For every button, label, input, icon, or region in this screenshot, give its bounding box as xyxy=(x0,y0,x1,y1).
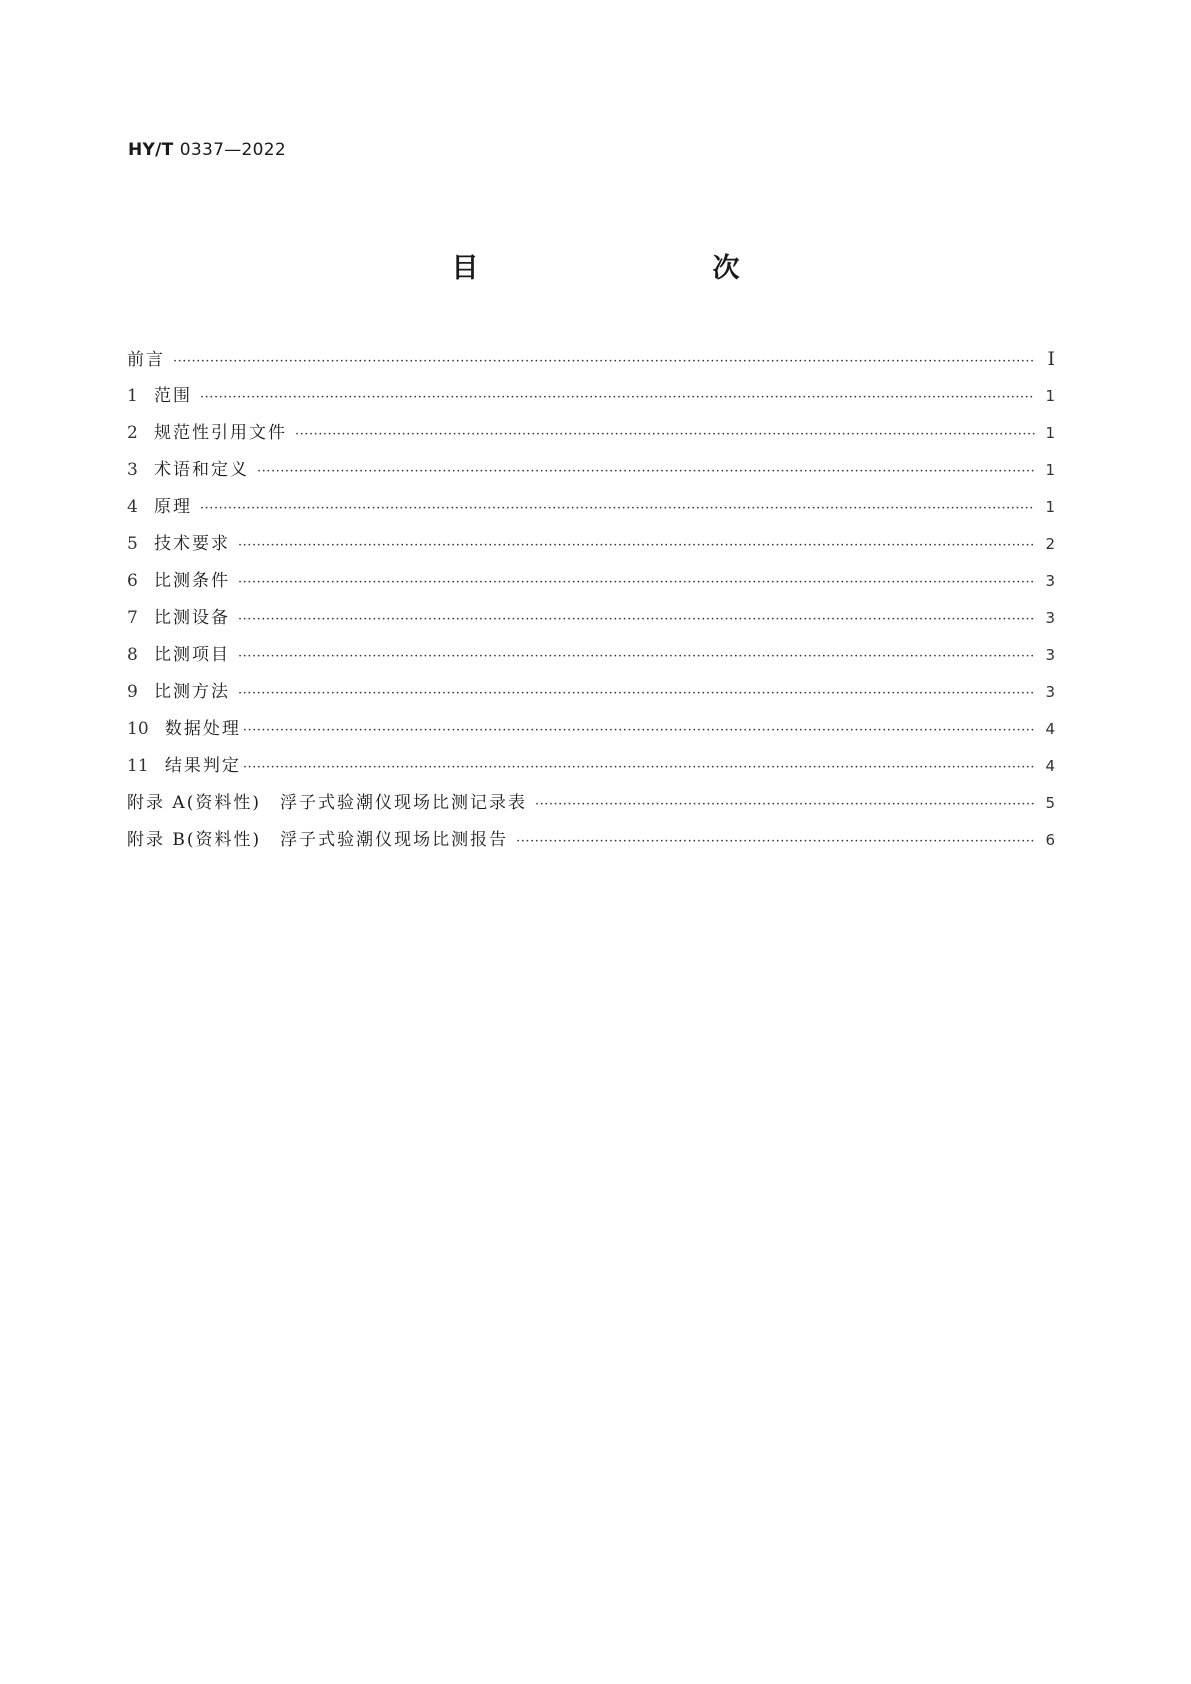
toc-item-page: 1 xyxy=(1045,498,1055,516)
toc-item-number: 3 xyxy=(127,460,138,480)
standard-prefix: HY/T xyxy=(128,140,174,160)
toc-item-page: 2 xyxy=(1045,535,1055,553)
toc-item-number: 8 xyxy=(127,645,138,665)
toc-item-foreword[interactable] xyxy=(127,341,1055,378)
toc-item-number: 附录 A xyxy=(127,793,187,813)
toc-item-normative-references[interactable] xyxy=(127,415,1055,452)
toc-item-label: 范围 xyxy=(154,386,193,406)
toc-item-label: 比测方法 xyxy=(154,682,231,702)
toc-item-comparison-methods[interactable] xyxy=(127,674,1055,711)
toc-item-scope[interactable] xyxy=(127,378,1055,415)
toc-item-page: 4 xyxy=(1045,757,1055,775)
toc-item-result-judgment[interactable] xyxy=(127,748,1055,785)
toc-item-label: 原理 xyxy=(154,497,193,517)
toc-leader-dots xyxy=(238,675,1035,712)
toc-item-page: 3 xyxy=(1045,646,1055,664)
toc-item-label: 结果判定 xyxy=(164,756,241,776)
toc-item-label: 比测项目 xyxy=(154,645,231,665)
toc-leader-dots xyxy=(243,712,1035,749)
toc-item-label: 规范性引用文件 xyxy=(154,423,288,443)
toc-item-page: 6 xyxy=(1045,831,1055,849)
toc-item-page: 1 xyxy=(1045,387,1055,405)
toc-item-number: 1 xyxy=(127,386,138,406)
toc-leader-dots xyxy=(238,601,1035,638)
standard-code: 0337—2022 xyxy=(179,140,286,160)
toc-item-page: 4 xyxy=(1045,720,1055,738)
toc-leader-dots xyxy=(257,453,1035,490)
toc-item-page: 3 xyxy=(1045,683,1055,701)
toc-item-label: 比测设备 xyxy=(154,608,231,628)
toc-item-number: 7 xyxy=(127,608,138,628)
toc-leader-dots xyxy=(516,823,1035,860)
toc-leader-dots xyxy=(535,786,1035,823)
toc-item-page: 3 xyxy=(1045,609,1055,627)
toc-leader-dots xyxy=(238,638,1035,675)
toc-item-label: 数据处理 xyxy=(164,719,241,739)
toc-item-data-processing[interactable] xyxy=(127,711,1055,748)
toc-item-label: 比测条件 xyxy=(154,571,231,591)
toc-item-comparison-conditions[interactable] xyxy=(127,563,1055,600)
toc-item-label: 术语和定义 xyxy=(154,460,250,480)
toc-item-number: 附录 B xyxy=(127,830,187,850)
toc-leader-dots xyxy=(200,490,1035,527)
toc-item-page: 3 xyxy=(1045,572,1055,590)
toc-item-number: 4 xyxy=(127,497,138,517)
toc-item-principle[interactable] xyxy=(127,489,1055,526)
toc-item-terms-definitions[interactable] xyxy=(127,452,1055,489)
toc-leader-dots xyxy=(295,416,1035,453)
toc-leader-dots xyxy=(243,749,1035,786)
toc-item-page: 1 xyxy=(1045,461,1055,479)
toc-item-appendix-a[interactable] xyxy=(127,785,1055,822)
toc-item-number: 5 xyxy=(127,534,138,554)
toc-leader-dots xyxy=(238,527,1035,564)
toc-item-number: 2 xyxy=(127,423,138,443)
toc-item-comparison-items[interactable] xyxy=(127,637,1055,674)
toc-leader-dots xyxy=(173,343,1035,380)
standard-number xyxy=(128,140,286,160)
toc-item-label: 技术要求 xyxy=(154,534,231,554)
toc-item-page: Ⅰ xyxy=(1047,348,1055,370)
toc-leader-dots xyxy=(200,379,1035,416)
toc-item-label: (资料性) 浮子式验潮仪现场比测记录表 xyxy=(186,793,527,813)
toc-item-number: 6 xyxy=(127,571,138,591)
toc-item-page: 1 xyxy=(1045,424,1055,442)
toc-item-label: 前言 xyxy=(127,350,165,370)
toc-item-number: 11 xyxy=(127,756,149,776)
toc-item-appendix-b[interactable] xyxy=(127,822,1055,859)
toc-item-number: 10 xyxy=(127,719,149,739)
toc-item-label: (资料性) 浮子式验潮仪现场比测报告 xyxy=(186,830,509,850)
toc-leader-dots xyxy=(238,564,1035,601)
toc-item-page: 5 xyxy=(1045,794,1055,812)
table-of-contents xyxy=(127,341,1055,859)
toc-item-number: 9 xyxy=(127,682,138,702)
toc-title: 目 次 xyxy=(451,253,800,284)
toc-item-technical-requirements[interactable] xyxy=(127,526,1055,563)
toc-item-comparison-equipment[interactable] xyxy=(127,600,1055,637)
